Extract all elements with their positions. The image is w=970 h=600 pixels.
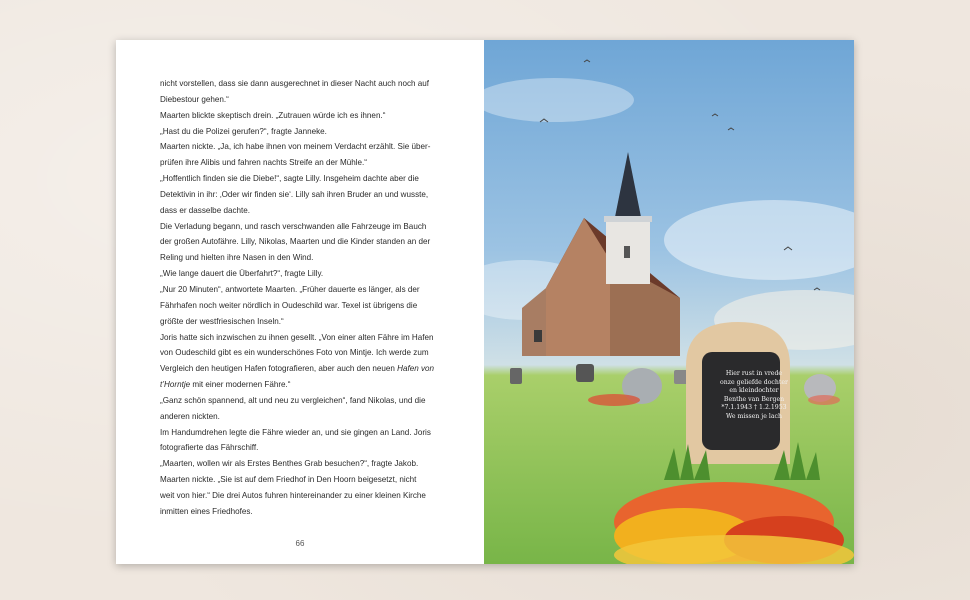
story-text [160,76,448,520]
text-line: prüfen ihre Alibis und fahren nachts Streife an der Mühle.“ [160,158,367,168]
cloud [484,78,634,122]
bird [814,288,820,290]
text-line: Detektivin in ihr: ‚Oder wir finden sie‘. Lilly sah ihren Bruder an und wusste, [160,189,429,199]
text-line: „Wie lange dauert die Überfahrt?“, fragte Lilly. [160,269,324,279]
cloud [664,200,854,280]
tower-window [624,246,630,258]
text-line: „Hast du die Polizei gerufen?“, fragte Janneke. [160,126,327,136]
inscription-line: onze geliefde dochter [720,378,788,386]
illustration-page [484,40,854,564]
text-line: „Hoffentlich finden sie die Diebe!“, sagte Lilly. Insgeheim dachte aber die [160,174,419,184]
text-line: Reling und hielten ihre Nasen in den Wind. [160,253,314,263]
gravestone-inscription [706,370,802,422]
text-line [160,377,448,393]
text-line: „Ganz schön spannend, alt und neu zu vergleichen“, fand Nikolas, und die [160,395,426,405]
text-line: Im Handumdrehen legte die Fähre wieder an, und sie gingen an Land. Joris [160,427,431,437]
text-line: weit von hier.“ Die drei Autos fuhren hintereinander zu einer kleinen Kirche [160,490,426,500]
bird [728,128,734,130]
grave-stone [674,370,688,384]
bird [712,114,718,116]
text-segment: mit einer modernen Fähre.“ [192,380,291,390]
book-spread [116,40,854,564]
bird [584,60,590,62]
text-line: nicht vorstellen, dass sie dann ausgerechnet in dieser Nacht auch noch auf [160,79,430,88]
italic-text: Hafen von [397,364,435,374]
text-line: Diebestour gehen.“ [160,94,229,104]
text-line: Maarten nickte. „Sie ist auf dem Friedhof in Den Hoorn beigesetzt, nicht [160,475,417,485]
text-line: Maarten blickte skeptisch drein. „Zutrauen würde ich es ihnen.“ [160,110,386,120]
inscription-line: We missen je lach [726,412,782,420]
text-line: anderen nickten. [160,411,220,421]
inscription-line: en kleindochter [729,387,779,395]
text-segment: Vergleich den heutigen Hafen fotografieren, aber auch den neuen [160,364,395,374]
church-window [534,330,542,342]
inscription-line: Benthe van Bergen [723,395,785,403]
left-page [116,40,484,564]
italic-text: t’Horntje [160,380,191,390]
tower-balcony [604,216,652,222]
text-line: Fährhafen noch weiter nördlich in Oudeschild war. Texel ist übrigens die [160,300,418,310]
text-line: der großen Autofähre. Lilly, Nikolas, Maarten und die Kinder standen an der [160,237,431,247]
text-line: größte der westfriesischen Inseln.“ [160,316,284,326]
text-line: Joris hatte sich inzwischen zu ihnen gesellt. „Von einer alten Fähre im Hafen [160,332,434,342]
text-line: Maarten nickte. „Ja, ich habe ihnen von meinem Verdacht erzählt. Sie über- [160,142,431,152]
text-line: fotografierte das Fährschiff. [160,443,259,453]
text-line [160,361,448,377]
tower-spire [614,152,642,222]
text-line: dass er dasselbe dachte. [160,205,250,215]
inscription-line: Hier rust in vrede [725,370,783,377]
flower-bed [588,394,640,406]
grave-stone [576,364,594,382]
page-number: 66 [295,539,305,548]
church-illustration [484,40,854,564]
text-line: von Oudeschild gibt es ein wunderschönes Foto von Mintje. Ich werde zum [160,348,429,358]
text-line: „Nur 20 Minuten“, antwortete Maarten. „Früher dauerte es länger, als der [160,284,420,294]
text-line: Die Verladung begann, und rasch verschwanden alle Fahrzeuge im Bauch [160,221,427,231]
text-line: „Maarten, wollen wir als Erstes Benthes Grab besuchen?“, fragte Jakob. [160,459,419,469]
grave-stone [510,368,522,384]
inscription-line: *7.1.1943 † 1.2.1953 [721,404,787,412]
text-line: inmitten eines Friedhofes. [160,506,253,516]
flower-bed [808,395,840,405]
